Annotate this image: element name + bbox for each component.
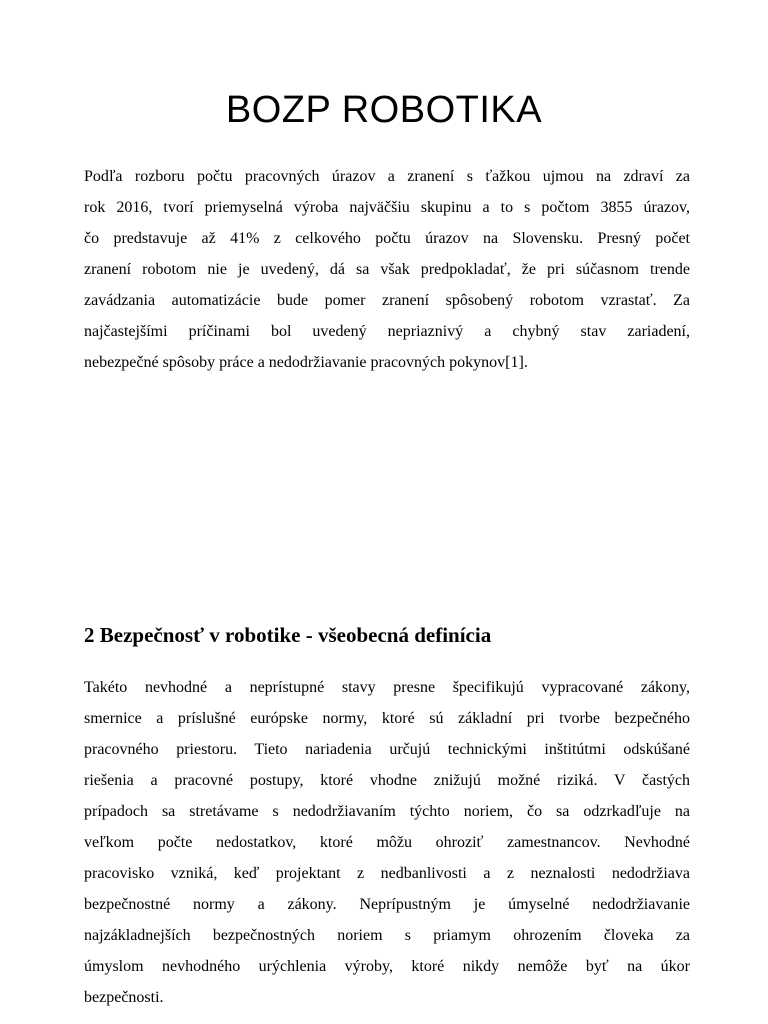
paragraph-line: zranení robotom nie je uvedený, dá sa však predpokladať, že pri súčasnom trende [84,261,690,278]
section-heading: 2 Bezpečnosť v robotike - všeobecná definícia [84,623,492,647]
paragraph-line: pracovisko vzniká, keď projektant z nedbanlivosti a z neznalosti nedodržiava [84,865,690,882]
paragraph-line: najčastejšími príčinami bol uvedený nepriaznivý a chybný stav zariadení, [84,323,690,340]
paragraph-line: čo predstavuje až 41% z celkového počtu úrazov na Slovensku. Presný počet [84,230,690,247]
paragraph-line: rok 2016, tvorí priemyselná výroba najväčšiu skupinu a to s počtom 3855 úrazov, [84,199,690,216]
paragraph-line: zavádzania automatizácie bude pomer zranení spôsobený robotom vzrastať. Za [84,292,690,309]
paragraph-line: bezpečnostné normy a zákony. Neprípustným je úmyselné nedodržiavanie [84,896,690,913]
paragraph-line: veľkom počte nedostatkov, ktoré môžu ohroziť zamestnancov. Nevhodné [84,834,690,851]
intro-paragraph [84,161,690,378]
paragraph-line: najzákladnejších bezpečnostných noriem s priamym ohrozením človeka za [84,927,690,944]
paragraph-line: prípadoch sa stretávame s nedodržiavaním týchto noriem, čo sa odzrkadľuje na [84,803,690,820]
paragraph-line: úmyslom nevhodného urýchlenia výroby, ktoré nikdy nemôže byť na úkor [84,958,690,975]
paragraph-line: Takéto nevhodné a neprístupné stavy presne špecifikujú vypracované zákony, [84,679,690,696]
page-title: BOZP ROBOTIKA [225,89,543,131]
paragraph-line: pracovného priestoru. Tieto nariadenia určujú technickými inštitútmi odskúšané [84,741,690,758]
paragraph-line: bezpečnosti. [84,989,164,1006]
section-paragraph [84,672,690,1013]
paragraph-line: Podľa rozboru počtu pracovných úrazov a zranení s ťažkou ujmou na zdraví za [84,168,690,185]
paragraph-line: riešenia a pracovné postupy, ktoré vhodne znižujú možné riziká. V častých [84,772,690,789]
paragraph-line: nebezpečné spôsoby práce a nedodržiavanie pracovných pokynov[1]. [84,354,528,371]
paragraph-line: smernice a príslušné európske normy, ktoré sú základní pri tvorbe bezpečného [84,710,690,727]
